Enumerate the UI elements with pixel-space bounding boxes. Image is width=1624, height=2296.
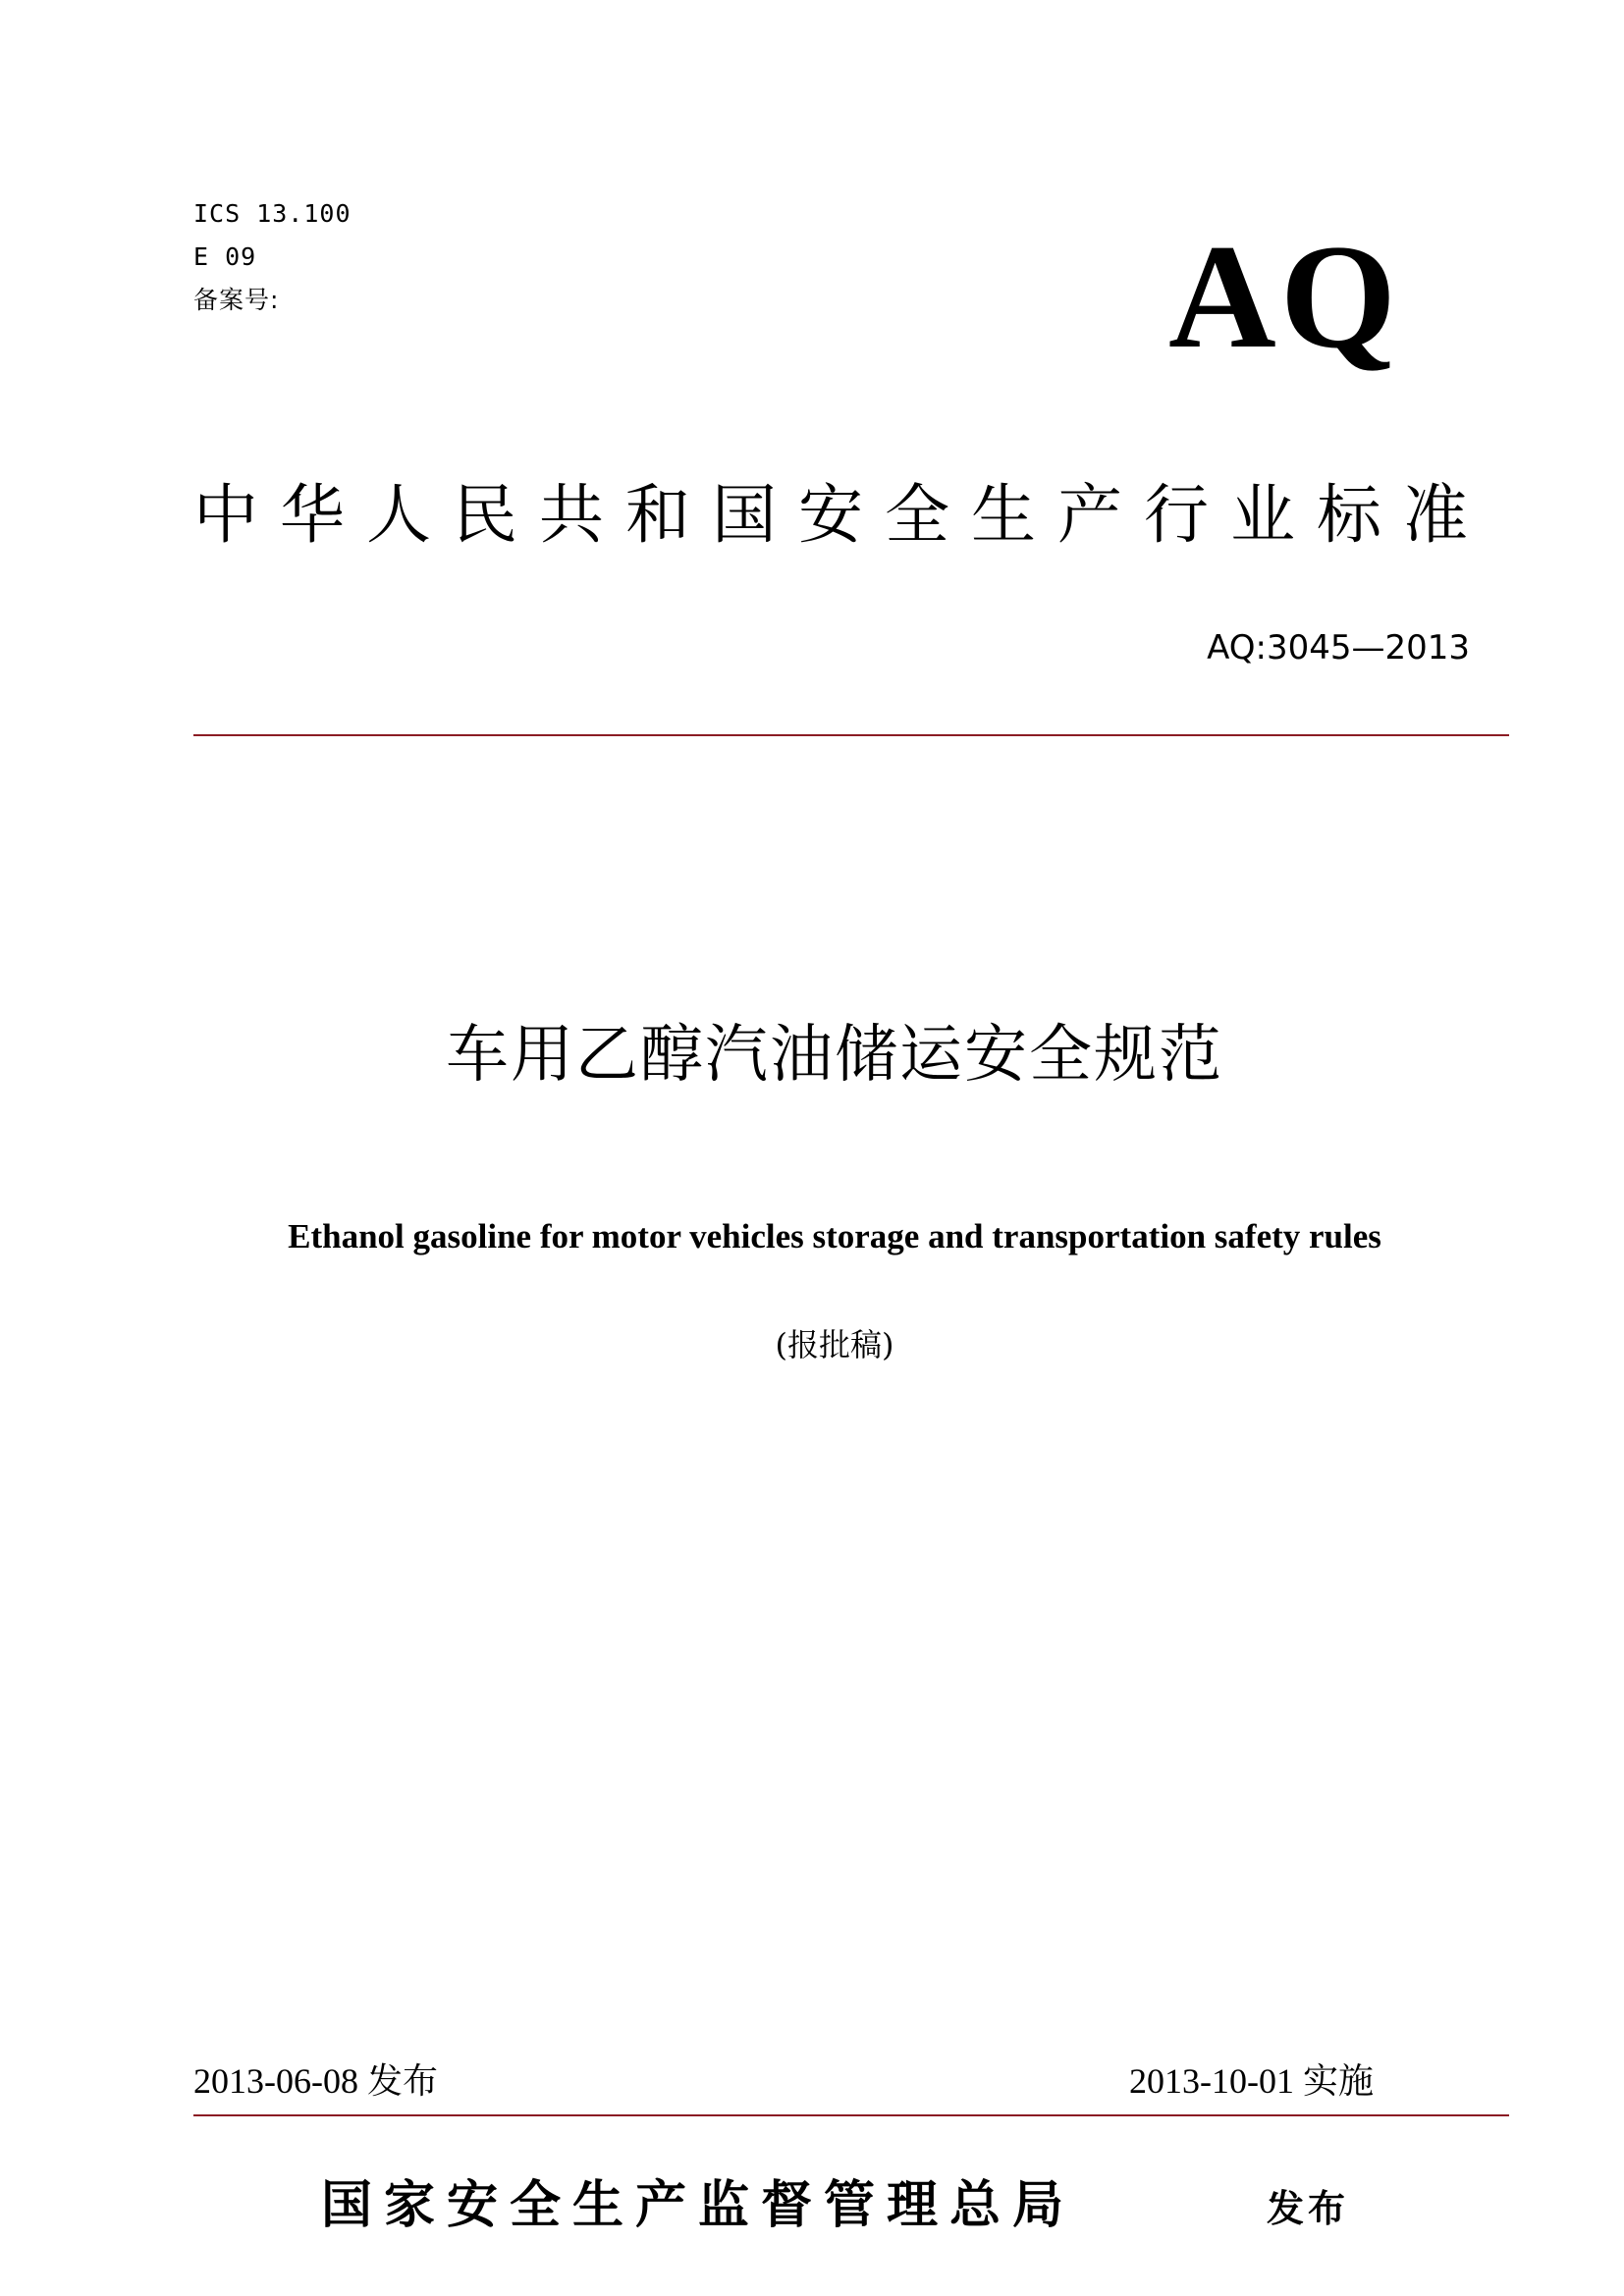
ics-code: ICS 13.100	[193, 199, 352, 228]
draft-status: (报批稿)	[775, 1326, 894, 1363]
aq-logo: AQ	[1168, 214, 1400, 379]
issuing-authority: 国家安全生产监督管理总局	[321, 2176, 1076, 2235]
standard-number: AQ:3045—2013	[1207, 628, 1470, 667]
filing-number-label: 备案号:	[193, 286, 280, 314]
implementation-date: 2013-10-01 实施	[1129, 2061, 1374, 2101]
standard-category-title: 中华人民共和国安全生产行业标准	[193, 477, 1489, 553]
issuing-label: 发布	[1267, 2187, 1350, 2230]
document-title-cn: 车用乙醇汽油储运安全规范	[446, 1019, 1223, 1092]
issue-date: 2013-06-08 发布	[193, 2061, 438, 2101]
classification-code: E 09	[193, 242, 257, 271]
bottom-divider	[193, 2114, 1509, 2116]
document-title-en: Ethanol gasoline for motor vehicles storage and transportation safety rules	[288, 1217, 1381, 1255]
top-divider	[193, 734, 1509, 736]
